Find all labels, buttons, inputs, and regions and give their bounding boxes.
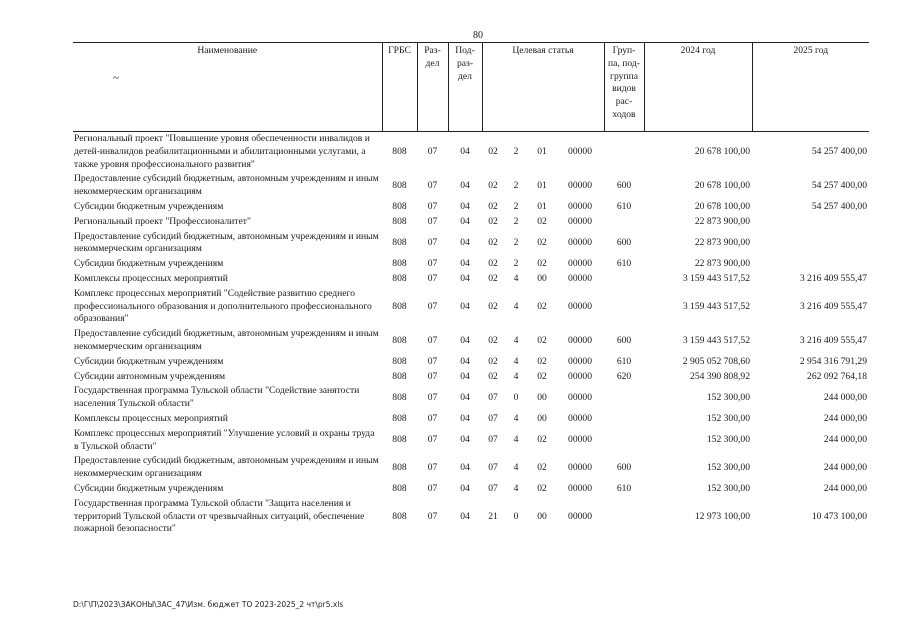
cell-t1: 02 — [488, 200, 498, 212]
cell-t4: 00000 — [568, 510, 592, 522]
header-tilde-mark: ~ — [113, 71, 119, 84]
cell-pr: 04 — [460, 461, 470, 473]
cell-vr — [604, 384, 644, 412]
header-year-2025: 2025 год — [752, 43, 869, 132]
cell-t3: 00 — [537, 391, 547, 403]
cell-y2025 — [752, 230, 869, 258]
cell-t1: 07 — [488, 434, 498, 446]
cell-t4: 00000 — [568, 145, 592, 157]
cell-vr: 600 — [616, 461, 632, 473]
cell-t1: 02 — [488, 272, 498, 284]
cell-vr — [604, 132, 644, 173]
header-podrazdel: Под- раз- дел — [448, 43, 482, 132]
cell-vr: 620 — [616, 370, 632, 382]
cell-y2024: 20 678 100,00 — [694, 179, 751, 191]
cell-name: Предоставление субсидий бюджетным, автономным учреждениям и иным некоммерческим организациям — [74, 328, 379, 352]
cell-pr: 04 — [460, 300, 470, 312]
header-expense-group: Груп- па, под- группа видов рас- ходов — [604, 43, 644, 132]
cell-pr: 04 — [460, 200, 470, 212]
cell-t2: 4 — [513, 370, 519, 382]
cell-pr: 04 — [460, 391, 470, 403]
cell-t2: 4 — [513, 461, 519, 473]
cell-pr: 04 — [460, 482, 470, 494]
cell-grbs: 808 — [392, 236, 407, 248]
cell-t1: 02 — [488, 370, 498, 382]
cell-t3: 02 — [537, 258, 547, 270]
table-row — [73, 370, 869, 385]
cell-grbs: 808 — [392, 391, 407, 403]
cell-t1: 02 — [488, 300, 498, 312]
cell-grbs: 808 — [392, 200, 407, 212]
cell-grbs: 808 — [392, 355, 407, 367]
cell-y2025: 2 954 316 791,29 — [799, 355, 868, 367]
cell-t2: 0 — [513, 391, 519, 403]
cell-rz: 07 — [427, 355, 438, 367]
cell-vr — [604, 427, 644, 455]
cell-vr: 610 — [616, 355, 632, 367]
cell-name: Субсидии автономным учреждениям — [74, 370, 226, 382]
cell-rz: 07 — [427, 412, 438, 424]
cell-name: Государственная программа Тульской области "Содействие занятости населения Тульской области" — [74, 385, 360, 410]
cell-y2024: 152 300,00 — [706, 412, 751, 424]
cell-name: Региональный проект "Повышение уровня обеспеченности инвалидов и детей-инвалидов реабилитационными и абилитационными услугами, а также уровня профессионального развития" — [74, 133, 370, 170]
cell-y2025: 54 257 400,00 — [811, 200, 868, 212]
cell-grbs: 808 — [392, 370, 407, 382]
cell-pr: 04 — [460, 412, 470, 424]
cell-rz: 07 — [427, 200, 438, 212]
cell-vr — [604, 497, 644, 537]
cell-t1: 02 — [488, 145, 498, 157]
header-target-article: Целевая статья — [482, 43, 604, 132]
cell-t2: 2 — [513, 200, 519, 212]
cell-name: Государственная программа Тульской области "Защита населения и территорий Тульской области от чрезвычайных ситуаций, обеспечение пожарной безопасности" — [74, 497, 365, 535]
cell-t2: 2 — [513, 179, 519, 191]
cell-t3: 01 — [537, 200, 547, 212]
header-year-2024: 2024 год — [644, 43, 752, 132]
cell-vr — [604, 215, 644, 230]
table-row — [73, 272, 869, 287]
cell-t4: 00000 — [568, 355, 592, 367]
cell-rz: 07 — [427, 272, 438, 284]
cell-name: Комплекс процессных мероприятий "Улучшение условий и охраны труда в Тульской области" — [74, 427, 375, 452]
cell-t3: 01 — [537, 179, 547, 191]
cell-y2024: 2 905 052 708,60 — [682, 355, 751, 367]
cell-vr: 600 — [616, 334, 632, 346]
table-row — [73, 355, 869, 370]
cell-y2025 — [752, 257, 869, 272]
cell-y2024: 22 873 900,00 — [694, 258, 751, 270]
cell-rz: 07 — [427, 236, 438, 248]
cell-t4: 00000 — [568, 272, 592, 284]
cell-y2025: 54 257 400,00 — [811, 179, 868, 191]
cell-t1: 02 — [488, 355, 498, 367]
cell-t4: 00000 — [568, 258, 592, 270]
cell-t2: 2 — [513, 258, 519, 270]
cell-y2025 — [752, 215, 869, 230]
table-row — [73, 327, 869, 355]
cell-rz: 07 — [427, 391, 438, 403]
table-row — [73, 384, 869, 412]
cell-vr — [604, 287, 644, 327]
header-name — [73, 43, 382, 132]
cell-grbs: 808 — [392, 215, 407, 227]
cell-y2024: 3 159 443 517,52 — [682, 334, 751, 346]
cell-pr: 04 — [460, 434, 470, 446]
cell-t4: 00000 — [568, 334, 592, 346]
cell-vr: 610 — [616, 482, 632, 494]
cell-grbs: 808 — [392, 334, 407, 346]
cell-t3: 02 — [537, 236, 547, 248]
cell-vr — [604, 272, 644, 287]
cell-t1: 02 — [488, 334, 498, 346]
cell-t4: 00000 — [568, 434, 592, 446]
cell-t4: 00000 — [568, 461, 592, 473]
cell-name: Комплекс процессных мероприятий "Содействие развитию среднего профессионального образования и дополнительного профессионального образования" — [74, 287, 372, 325]
cell-rz: 07 — [427, 370, 438, 382]
cell-t1: 07 — [488, 461, 498, 473]
table-row — [73, 497, 869, 537]
cell-t2: 4 — [513, 334, 519, 346]
cell-t1: 02 — [488, 236, 498, 248]
cell-y2025: 244 000,00 — [823, 434, 868, 446]
cell-t2: 4 — [513, 412, 519, 424]
cell-t3: 02 — [537, 215, 547, 227]
cell-name: Субсидии бюджетным учреждениям — [74, 258, 224, 270]
cell-t1: 07 — [488, 482, 498, 494]
table-row — [73, 482, 869, 497]
cell-grbs: 808 — [392, 179, 407, 191]
cell-y2025: 3 216 409 555,47 — [799, 300, 868, 312]
cell-rz: 07 — [427, 434, 438, 446]
cell-pr: 04 — [460, 145, 470, 157]
cell-y2024: 20 678 100,00 — [694, 145, 751, 157]
cell-t4: 00000 — [568, 200, 592, 212]
cell-grbs: 808 — [392, 412, 407, 424]
page-number: 80 — [473, 30, 483, 41]
cell-t4: 00000 — [568, 370, 592, 382]
cell-rz: 07 — [427, 258, 438, 270]
cell-t4: 00000 — [568, 391, 592, 403]
cell-y2025: 244 000,00 — [823, 412, 868, 424]
cell-y2025: 244 000,00 — [823, 461, 868, 473]
cell-t2: 4 — [513, 482, 519, 494]
cell-t4: 00000 — [568, 300, 592, 312]
cell-name: Субсидии бюджетным учреждениям — [74, 482, 224, 494]
cell-y2024: 20 678 100,00 — [694, 200, 751, 212]
cell-rz: 07 — [427, 179, 438, 191]
cell-vr: 610 — [616, 258, 632, 270]
cell-grbs: 808 — [392, 434, 407, 446]
cell-rz: 07 — [427, 215, 438, 227]
cell-grbs: 808 — [392, 510, 407, 522]
cell-t4: 00000 — [568, 482, 592, 494]
header-grbs: ГРБС — [382, 43, 417, 132]
cell-name: Субсидии бюджетным учреждениям — [74, 355, 224, 367]
cell-grbs: 808 — [392, 461, 407, 473]
cell-rz: 07 — [427, 300, 438, 312]
cell-t2: 2 — [513, 236, 519, 248]
cell-y2024: 152 300,00 — [706, 391, 751, 403]
header-razdel: Раз- дел — [417, 43, 448, 132]
cell-pr: 04 — [460, 272, 470, 284]
cell-t3: 02 — [537, 355, 547, 367]
cell-t2: 4 — [513, 434, 519, 446]
cell-y2024: 152 300,00 — [706, 434, 751, 446]
cell-rz: 07 — [427, 482, 438, 494]
cell-t4: 00000 — [568, 412, 592, 424]
cell-vr: 600 — [616, 179, 632, 191]
cell-t1: 02 — [488, 258, 498, 270]
cell-t3: 02 — [537, 482, 547, 494]
cell-t2: 4 — [513, 355, 519, 367]
cell-y2025: 262 092 764,18 — [807, 370, 868, 382]
cell-y2025: 244 000,00 — [823, 391, 868, 403]
cell-rz: 07 — [427, 461, 438, 473]
cell-grbs: 808 — [392, 300, 407, 312]
cell-t2: 2 — [513, 215, 519, 227]
cell-name: Предоставление субсидий бюджетным, автономным учреждениям и иным некоммерческим организациям — [74, 455, 379, 480]
cell-y2025: 3 216 409 555,47 — [799, 334, 868, 346]
cell-t1: 07 — [488, 412, 498, 424]
cell-t2: 4 — [513, 300, 519, 312]
cell-grbs: 808 — [392, 272, 407, 284]
cell-name: Предоставление субсидий бюджетным, автономным учреждениям и иным некоммерческим организациям — [74, 230, 379, 255]
cell-pr: 04 — [460, 179, 470, 191]
cell-t1: 21 — [488, 510, 498, 522]
table-row — [73, 412, 869, 427]
cell-y2024: 3 159 443 517,52 — [682, 272, 751, 284]
cell-t4: 00000 — [568, 179, 592, 191]
table-row — [73, 172, 869, 200]
cell-t3: 02 — [537, 434, 547, 446]
table-row — [73, 454, 869, 482]
cell-t3: 02 — [537, 334, 547, 346]
cell-rz: 07 — [427, 510, 438, 522]
cell-t3: 00 — [537, 510, 547, 522]
cell-y2024: 22 873 900,00 — [694, 236, 751, 248]
cell-rz: 07 — [427, 334, 438, 346]
cell-y2025: 244 000,00 — [823, 482, 868, 494]
cell-t4: 00000 — [568, 236, 592, 248]
cell-grbs: 808 — [392, 145, 407, 157]
table-row — [73, 287, 869, 327]
cell-t3: 02 — [537, 370, 547, 382]
cell-rz: 07 — [427, 145, 438, 157]
cell-t2: 4 — [513, 272, 519, 284]
cell-name: Региональный проект "Профессионалитет" — [74, 215, 251, 227]
cell-pr: 04 — [460, 510, 470, 522]
cell-pr: 04 — [460, 334, 470, 346]
cell-y2025: 54 257 400,00 — [811, 145, 868, 157]
cell-t3: 00 — [537, 412, 547, 424]
cell-name: Комплексы процессных мероприятий — [74, 272, 228, 284]
cell-pr: 04 — [460, 355, 470, 367]
footer-file-path: D:\Г\П\2023\ЗАКОНЫ\ЗАС_47\Изм. бюджет ТО 2023-2025_2 чт\pr5.xls — [73, 600, 344, 609]
cell-y2024: 12 973 100,00 — [694, 510, 751, 522]
cell-pr: 04 — [460, 258, 470, 270]
budget-table — [73, 42, 869, 537]
cell-pr: 04 — [460, 370, 470, 382]
table-header-row — [73, 43, 869, 132]
cell-vr: 610 — [616, 200, 632, 212]
table-row — [73, 427, 869, 455]
table-row — [73, 215, 869, 230]
cell-y2024: 152 300,00 — [706, 482, 751, 494]
header-name-label: Наименование — [197, 45, 258, 56]
cell-y2024: 22 873 900,00 — [694, 215, 751, 227]
cell-t1: 02 — [488, 179, 498, 191]
cell-y2024: 254 390 808,92 — [690, 370, 751, 382]
table-row — [73, 257, 869, 272]
cell-name: Субсидии бюджетным учреждениям — [74, 200, 224, 212]
cell-t2: 0 — [513, 510, 519, 522]
table-row — [73, 230, 869, 258]
cell-y2025: 3 216 409 555,47 — [799, 272, 868, 284]
cell-t1: 07 — [488, 391, 498, 403]
cell-t3: 01 — [537, 145, 547, 157]
cell-t1: 02 — [488, 215, 498, 227]
table-row — [73, 132, 869, 173]
cell-grbs: 808 — [392, 258, 407, 270]
cell-y2024: 152 300,00 — [706, 461, 751, 473]
cell-vr — [604, 412, 644, 427]
cell-grbs: 808 — [392, 482, 407, 494]
cell-t2: 2 — [513, 145, 519, 157]
table-row — [73, 200, 869, 215]
cell-t4: 00000 — [568, 215, 592, 227]
cell-y2025: 10 473 100,00 — [811, 510, 868, 522]
cell-pr: 04 — [460, 215, 470, 227]
cell-t3: 00 — [537, 272, 547, 284]
cell-t3: 02 — [537, 461, 547, 473]
cell-y2024: 3 159 443 517,52 — [682, 300, 751, 312]
cell-name: Предоставление субсидий бюджетным, автономным учреждениям и иным некоммерческим организациям — [74, 173, 379, 198]
cell-name: Комплексы процессных мероприятий — [74, 412, 228, 424]
cell-vr: 600 — [616, 236, 632, 248]
cell-pr: 04 — [460, 236, 470, 248]
cell-t3: 02 — [537, 300, 547, 312]
